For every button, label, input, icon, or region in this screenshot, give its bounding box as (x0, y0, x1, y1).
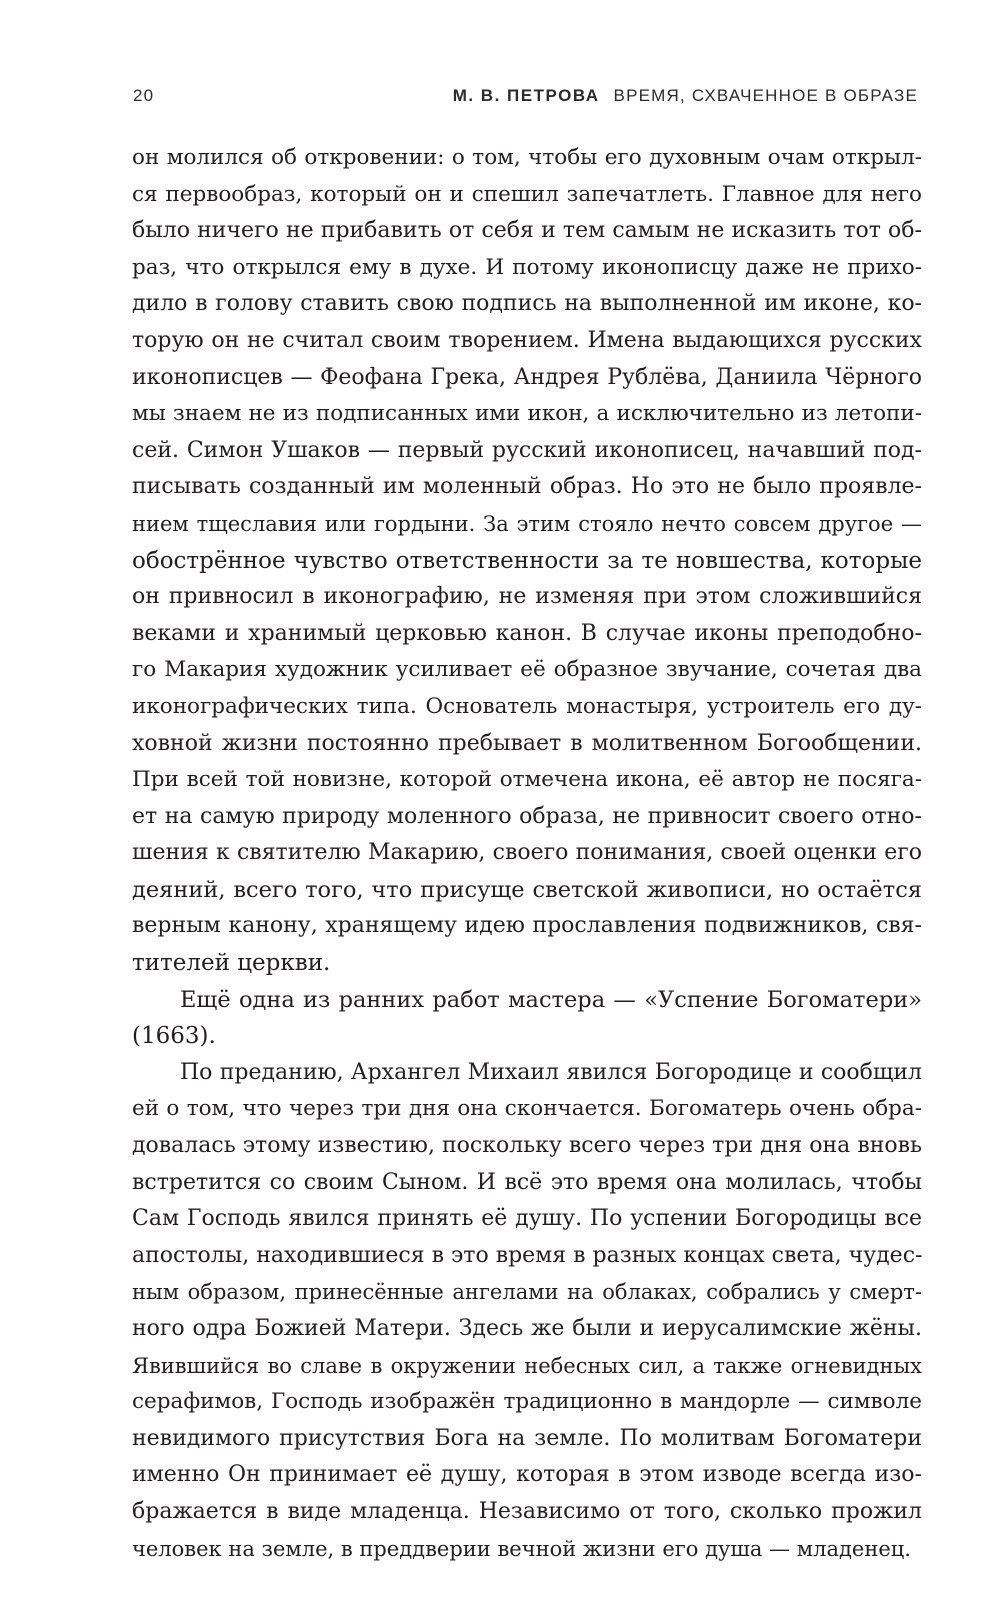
text-line: бражается в виде младенца. Независимо от того, сколько прожил (132, 1498, 922, 1524)
text-line: именно Он принимает её душу, которая в этом изводе всегда изо- (132, 1462, 922, 1488)
text-line: было ничего не прибавить от себя и тем самым не исказить тот об- (132, 218, 922, 244)
text-line: обострённое чувство ответственности за те новшества, которые (132, 547, 922, 574)
running-head-right (453, 86, 918, 106)
text-line: довалась этому известию, поскольку всего через три дня она вновь (132, 1133, 922, 1159)
text-line: деяний, всего того, что присуще светской живописи, но остаётся (132, 876, 922, 903)
text-line: торую он не считал своим творением. Имена выдающихся русских (132, 327, 922, 353)
text-line: По преданию, Архангел Михаил явился Богородице и сообщил (180, 1059, 922, 1085)
running-head (133, 86, 918, 112)
text-line: ховной жизни постоянно пребывает в молитвенном Богообщении. (132, 730, 922, 756)
page-number: 20 (133, 86, 155, 105)
text-line: иконографических типа. Основатель монастыря, устроитель его ду- (132, 693, 922, 719)
text-line: апостолы, находившиеся в это время в разных концах света, чудес- (132, 1242, 922, 1268)
text-line: При всей той новизне, которой отмечена икона, её автор не посяга- (132, 767, 922, 793)
text-line: дило в голову ставить свою подпись на выполненной им иконе, ко- (132, 291, 922, 317)
text-line: Явившийся во славе в окружении небесных сил, а также огневидных (132, 1353, 922, 1378)
text-line: ся первообраз, который он и спешил запечатлеть. Главное для него (132, 181, 922, 207)
text-line: он привносил в иконографию, не изменяя при этом сложившийся (132, 584, 922, 610)
text-line: верным канону, хранящему идею прославления подвижников, свя- (132, 913, 922, 939)
paragraph (132, 140, 922, 982)
text-line: серафимов, Господь изображён традиционно в мандорле — символе (132, 1389, 922, 1415)
text-line: ет на самую природу моленного образа, не привносит своего отно- (132, 803, 922, 829)
text-line: писывать созданный им моленный образ. Но это не было проявле- (132, 474, 922, 500)
text-line: он молился об откровении: о том, чтобы его духовным очам открыл- (132, 145, 922, 170)
text-line: ного одра Божией Матери. Здесь же были и иерусалимские жёны. (132, 1316, 922, 1341)
text-line: раз, что открылся ему в духе. И потому иконописцу даже не прихо- (132, 254, 922, 280)
text-line: (1663). (132, 1023, 216, 1050)
text-line: встретится со своим Сыном. И всё это время она молилась, чтобы (132, 1169, 922, 1195)
paragraph (132, 1055, 922, 1567)
text-line: мы знаем не из подписанных ими икон, а исключительно из летопи- (132, 401, 922, 427)
text-line: ным образом, принесённые ангелами на облаках, собрались у смерт- (132, 1280, 922, 1305)
text-line: невидимого присутствия Бога на земле. По молитвам Богоматери (132, 1425, 922, 1451)
text-line: шения к святителю Макарию, своего понимания, своей оценки его (132, 840, 922, 866)
paragraph (132, 982, 922, 1055)
book-title: ВРЕМЯ, СХВАЧЕННОЕ В ОБРАЗЕ (613, 86, 918, 105)
text-line: нием тщеславия или гордыни. За этим стояло нечто совсем другое — (132, 511, 922, 536)
text-line: человек на земле, в преддверии вечной жизни его душа — младенец. (132, 1536, 911, 1561)
body-text (132, 140, 922, 1567)
text-line: веками и хранимый церковью канон. В случае иконы преподобно- (132, 620, 922, 646)
text-line: ей о том, что через три дня она скончается. Богоматерь очень обра- (132, 1096, 922, 1122)
text-line: сей. Симон Ушаков — первый русский иконописец, начавший под- (132, 437, 922, 463)
text-line: тителей церкви. (132, 950, 331, 977)
text-line: иконописцев — Феофана Грека, Андрея Рублёва, Даниила Чёрного (132, 364, 922, 390)
author-name: М. В. ПЕТРОВА (452, 86, 600, 105)
text-line: го Макария художник усиливает её образное звучание, сочетая два (132, 657, 922, 683)
text-line: Ещё одна из ранних работ мастера — «Успение Богоматери» (180, 986, 922, 1013)
text-line: Сам Господь явился принять её душу. По успении Богородицы все (132, 1206, 922, 1232)
